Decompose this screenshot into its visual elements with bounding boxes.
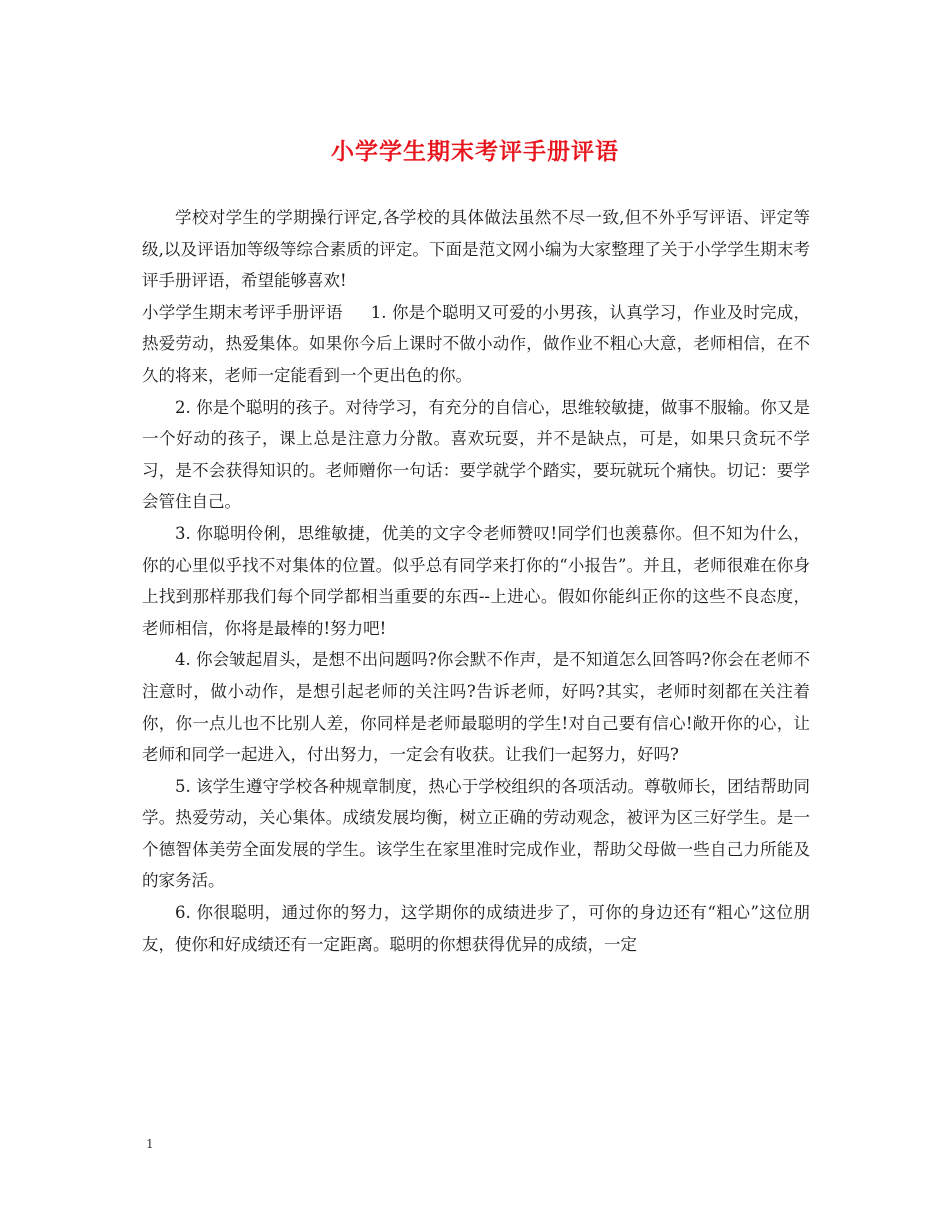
- comment-text-1: 1. 你是个聪明又可爱的小男孩，认真学习，作业及时完成，热爱劳动，热爱集体。如果你今后上课时不做小动作，做作业不粗心大意，老师相信，在不久的将来，老师一定能看到一个更出色的你。: [142, 302, 810, 385]
- document-title: 小学学生期末考评手册评语: [331, 138, 619, 165]
- document-body: [142, 202, 810, 960]
- comment-paragraph-3: 3. 你聪明伶俐，思维敏捷，优美的文字令老师赞叹!同学们也羡慕你。但不知为什么，你的心里似乎找不对集体的位置。似乎总有同学来打你的“小报告”。并且，老师很难在你身上找到那样那我们每个同学都相当重要的东西--上进心。假如你能纠正你的这些不良态度，老师相信，你将是最棒的!努力吧!: [142, 523, 810, 638]
- comment-paragraph-2: 2. 你是个聪明的孩子。对待学习，有充分的自信心，思维较敏捷，做事不服输。你又是一个好动的孩子，课上总是注意力分散。喜欢玩耍，并不是缺点，可是，如果只贪玩不学习，是不会获得知识的。老师赠你一句话：要学就学个踏实，要玩就玩个痛快。切记：要学会管住自己。: [142, 397, 810, 512]
- intro-paragraph: 学校对学生的学期操行评定,各学校的具体做法虽然不尽一致,但不外乎写评语、评定等级,以及评语加等级等综合素质的评定。下面是范文网小编为大家整理了关于小学学生期末考评手册评语，希望能够喜欢!: [142, 208, 810, 291]
- comment-paragraph-5: 5. 该学生遵守学校各种规章制度，热心于学校组织的各项活动。尊敬师长，团结帮助同学。热爱劳动，关心集体。成绩发展均衡，树立正确的劳动观念，被评为区三好学生。是一个德智体美劳全面发展的学生。该学生在家里准时完成作业，帮助父母做一些自己力所能及的家务活。: [142, 776, 810, 891]
- page-number: 1: [146, 1137, 154, 1151]
- comment-paragraph-1: [142, 297, 810, 392]
- section-heading: 小学学生期末考评手册评语: [142, 302, 343, 322]
- comment-paragraph-4: 4. 你会皱起眉头，是想不出问题吗?你会默不作声，是不知道怎么回答吗?你会在老师不注意时，做小动作，是想引起老师的关注吗?告诉老师，好吗?其实，老师时刻都在关注着你，你一点儿也不比别人差，你同样是老师最聪明的学生!对自己要有信心!敞开你的心，让老师和同学一起进入，付出努力，一定会有收获。让我们一起努力，好吗?: [142, 650, 810, 765]
- comment-paragraph-6: 6. 你很聪明，通过你的努力，这学期你的成绩进步了，可你的身边还有“粗心”这位朋友，使你和好成绩还有一定距离。聪明的你想获得优异的成绩，一定: [142, 903, 810, 954]
